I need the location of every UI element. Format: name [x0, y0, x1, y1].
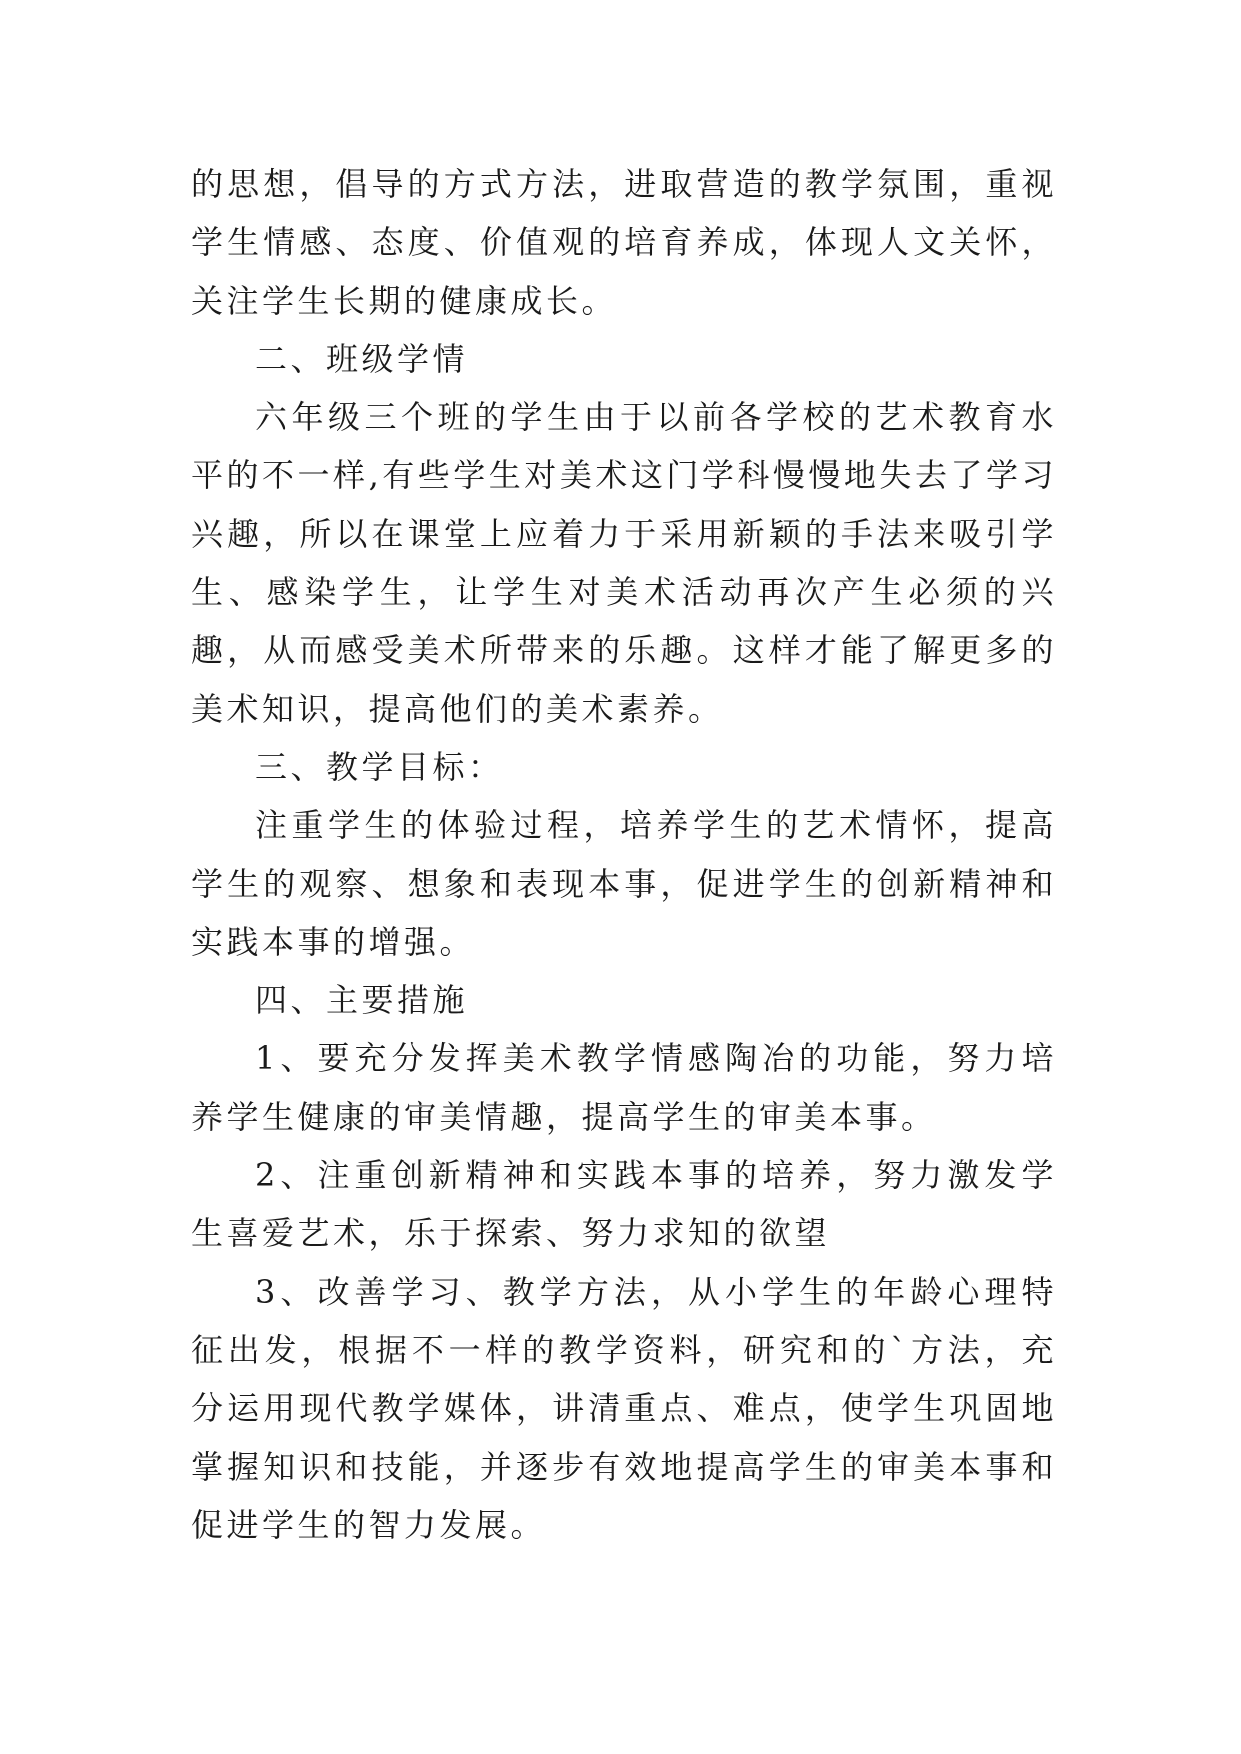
heading-teaching-goals: 三、教学目标： [255, 747, 504, 786]
heading-class-situation: 二、班级学情 [255, 339, 469, 378]
paragraph-class-situation: 六年级三个班的学生由于以前各学校的艺术教育水平的不一样,有些学生对美术这门学科慢慢地失去了学习兴趣，所以在课堂上应着力于采用新颖的手法来吸引学生、感染学生，让学生对美术活动再次产生必须的兴趣，从而感受美术所带来的乐趣。这样才能了解更多的美术知识，提高他们的美术素养。 [191, 398, 1057, 728]
measure-item-2: 2、注重创新精神和实践本事的培养，努力激发学生喜爱艺术，乐于探索、努力求知的欲望 [191, 1156, 1057, 1253]
measure-item-1: 1、要充分发挥美术教学情感陶冶的功能，努力培养学生健康的审美情趣，提高学生的审美本事。 [191, 1039, 1057, 1136]
document-body [191, 155, 1057, 1554]
paragraph-continuation: 的思想，倡导的方式方法，进取营造的教学氛围，重视学生情感、态度、价值观的培育养成，体现人文关怀，关注学生长期的健康成长。 [191, 165, 1057, 320]
measure-item-3: 3、改善学习、教学方法，从小学生的年龄心理特征出发，根据不一样的教学资料，研究和的`方法，充分运用现代教学媒体，讲清重点、难点，使学生巩固地掌握知识和技能，并逐步有效地提高学生的审美本事和促进学生的智力发展。 [191, 1272, 1057, 1544]
heading-main-measures: 四、主要措施 [255, 981, 469, 1020]
paragraph-teaching-goals: 注重学生的体验过程，培养学生的艺术情怀，提高学生的观察、想象和表现本事，促进学生的创新精神和实践本事的增强。 [191, 806, 1057, 961]
